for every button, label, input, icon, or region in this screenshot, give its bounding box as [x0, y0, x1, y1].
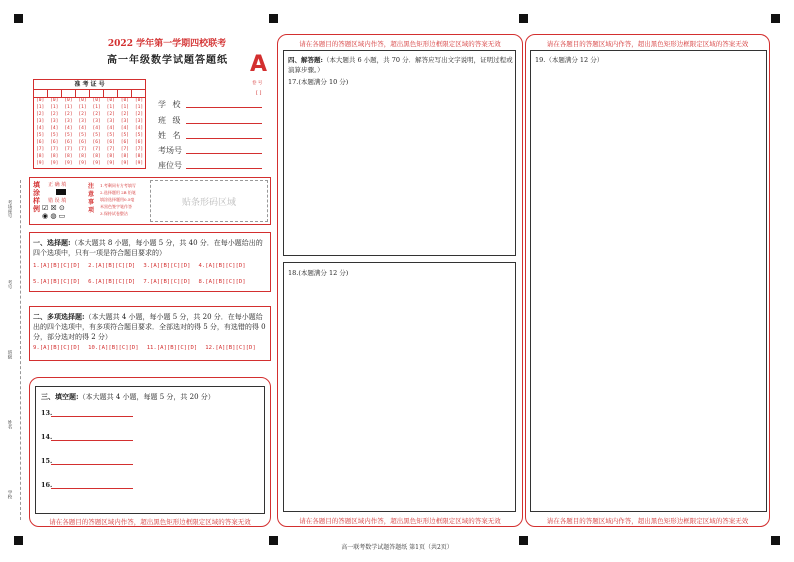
digit-bubble[interactable]: [7]: [36, 147, 45, 152]
q14-label: 14.: [41, 433, 53, 441]
digit-bubble[interactable]: [5]: [120, 133, 130, 138]
notice-title: 注意事项: [88, 183, 95, 214]
digit-bubble[interactable]: [4]: [106, 126, 115, 131]
digit-bubble[interactable]: [9]: [78, 161, 87, 166]
digit-bubble[interactable]: [5]: [78, 133, 87, 138]
school-label: 学 校: [158, 100, 183, 109]
digit-bubble[interactable]: [5]: [106, 133, 115, 138]
digit-bubble[interactable]: [6]: [50, 140, 59, 145]
name-field[interactable]: [186, 138, 262, 139]
digit-bubble[interactable]: [9]: [64, 161, 73, 166]
q13-answer[interactable]: [51, 416, 133, 417]
digit-bubble[interactable]: [2]: [78, 112, 87, 117]
version-letter: A: [250, 52, 268, 77]
q15-label: 15.: [41, 457, 53, 465]
seat-label: 座位号: [158, 161, 182, 170]
digit-bubble[interactable]: [1]: [64, 105, 73, 110]
digit-bubble[interactable]: [5]: [64, 133, 73, 138]
choice-row-2[interactable]: 5.[A][B][C][D] 6.[A][B][C][D] 7.[A][B][C][D] 8.[A][B][C][D]: [33, 279, 246, 285]
digit-bubble[interactable]: [9]: [92, 161, 101, 166]
digit-bubble[interactable]: [3]: [64, 119, 73, 124]
digit-bubble[interactable]: [7]: [134, 147, 144, 152]
digit-bubble[interactable]: [2]: [36, 112, 45, 117]
wrong-fill-label: 错 误 填: [48, 198, 67, 204]
section2-desc: （本大题共 4 小题，每小题 5 分，共 20 分．在每小题给出的四个选项中，有多项符合题目要求．全部选对的得 5 分，有选错的得 0 分，部分选对的得 2 分）: [33, 313, 266, 341]
digit-bubble[interactable]: [4]: [134, 126, 144, 131]
exam-room-label: 考场号: [158, 146, 182, 155]
section4-desc: （本大题共 6 小题，共 70 分．解答应写出文字说明，证明过程或演算步骤。）: [288, 56, 513, 74]
q16-label: 16.: [41, 481, 53, 489]
sheet-title: 高一年级数学试题答题纸: [107, 55, 228, 66]
wrong-fill-samples: ☑ ☒ ⊙ ◉ ◍ ▭: [42, 204, 66, 220]
q17-label: 17.(本题满分 10 分): [288, 78, 349, 86]
fill-sample-block: [29, 177, 271, 225]
digit-bubble[interactable]: [8]: [50, 154, 59, 159]
digit-bubble[interactable]: [1]: [106, 105, 115, 110]
notice-right-top: 请在各题目的答题区域内作答，超出黑色矩形边框限定区域的答案无效: [546, 40, 749, 48]
digit-bubble[interactable]: [8]: [64, 154, 73, 159]
q16-answer[interactable]: [51, 488, 133, 489]
digit-bubble[interactable]: [9]: [120, 161, 130, 166]
digit-bubble[interactable]: [9]: [36, 161, 45, 166]
digit-bubble[interactable]: [1]: [78, 105, 87, 110]
digit-bubble[interactable]: [1]: [50, 105, 59, 110]
digit-bubble[interactable]: [9]: [106, 161, 115, 166]
fill-in-box: [35, 386, 265, 514]
digit-bubble[interactable]: [8]: [106, 154, 115, 159]
digit-bubble[interactable]: [3]: [134, 119, 144, 124]
section4-title: 四、解答题:: [288, 56, 323, 64]
corner-mark-top-right: [771, 14, 780, 23]
digit-bubble[interactable]: [5]: [36, 133, 45, 138]
digit-bubble[interactable]: [7]: [78, 147, 87, 152]
digit-bubble[interactable]: [7]: [106, 147, 115, 152]
section-multi-choice: [29, 306, 271, 361]
digit-bubble[interactable]: [4]: [64, 126, 73, 131]
section3-title: 三、填空题:: [41, 392, 79, 401]
binding-line: [20, 180, 21, 520]
q13-label: 13.: [41, 409, 53, 417]
digit-bubble[interactable]: [0]: [106, 98, 115, 103]
side-label-id: 考号: [7, 280, 12, 289]
digit-bubble[interactable]: [8]: [92, 154, 101, 159]
admission-number-grid: [33, 79, 146, 169]
notice-middle-top: 请在各题目的答题区域内作答，超出黑色矩形边框限定区域的答案无效: [299, 40, 501, 48]
digit-bubble[interactable]: [0]: [50, 98, 59, 103]
digit-bubble[interactable]: [1]: [134, 105, 144, 110]
q19-label: 19.（本题满分 12 分）: [535, 56, 604, 64]
middle-panel: [277, 34, 523, 527]
q14-answer[interactable]: [51, 440, 133, 441]
choice-row-1[interactable]: 1.[A][B][C][D] 2.[A][B][C][D] 3.[A][B][C][D] 4.[A][B][C][D]: [33, 263, 246, 269]
digit-bubble[interactable]: [6]: [78, 140, 87, 145]
section1-desc: （本大题共 8 小题，每小题 5 分，共 40 分．在每小题给出的四个选项中，只有一项是符合题目要求的）: [33, 239, 263, 257]
digit-bubble[interactable]: [5]: [92, 133, 101, 138]
barcode-label: 贴条形码区域: [181, 197, 236, 208]
digit-bubble[interactable]: [0]: [92, 98, 101, 103]
digit-bubble[interactable]: [3]: [120, 119, 130, 124]
digit-bubble[interactable]: [8]: [78, 154, 87, 159]
corner-mark-top-left: [14, 14, 23, 23]
q17-box[interactable]: [283, 50, 516, 256]
digit-bubble[interactable]: [6]: [120, 140, 130, 145]
corner-mark-right-mid: [519, 14, 528, 23]
digit-bubble[interactable]: [3]: [36, 119, 45, 124]
digit-bubble[interactable]: [6]: [92, 140, 101, 145]
q19-box[interactable]: [530, 50, 767, 512]
section-single-choice: [29, 232, 271, 292]
digit-bubble[interactable]: [2]: [92, 112, 101, 117]
q18-box[interactable]: [283, 262, 516, 512]
fill-sample-title: 填涂样例: [33, 180, 40, 213]
digit-bubble[interactable]: [0]: [78, 98, 87, 103]
digit-bubbles[interactable]: [34, 98, 145, 168]
fill-in-panel: [29, 377, 271, 527]
name-label: 姓 名: [158, 131, 183, 140]
admission-title: 准 考 证 号: [34, 80, 145, 90]
version-box: [ ]: [256, 90, 262, 96]
exam-room-field[interactable]: [186, 153, 262, 154]
digit-bubble[interactable]: [3]: [78, 119, 87, 124]
digit-bubble[interactable]: [3]: [92, 119, 101, 124]
digit-bubble[interactable]: [5]: [50, 133, 59, 138]
section3-desc: （本大题共 4 小题，每题 5 分，共 20 分）: [78, 393, 215, 401]
q15-answer[interactable]: [51, 464, 133, 465]
exam-title: 2022 学年第一学期四校联考: [107, 39, 227, 49]
digit-bubble[interactable]: [7]: [50, 147, 59, 152]
q18-label: 18.(本题满分 12 分): [288, 269, 349, 277]
notice-list: 1.考剩同专方考填写 2.选择题用 2B 铅笔 填涂选择题用0.5毫 米黑色签字笔作答 3.保持试卷整洁: [100, 183, 136, 216]
school-field[interactable]: [186, 107, 262, 108]
digit-bubble[interactable]: [7]: [120, 147, 130, 152]
digit-bubble[interactable]: [2]: [64, 112, 73, 117]
section2-title: 二、多项选择题:: [33, 312, 85, 321]
barcode-area: [150, 180, 268, 222]
digit-bubble[interactable]: [6]: [64, 140, 73, 145]
digit-bubble[interactable]: [0]: [120, 98, 130, 103]
correct-fill-label: 正 确 填: [48, 182, 67, 188]
digit-bubble[interactable]: [1]: [120, 105, 130, 110]
digit-bubble[interactable]: [4]: [36, 126, 45, 131]
side-label-class: 班级: [7, 350, 12, 359]
side-label-seat: 考场座号: [7, 200, 12, 218]
correct-fill-sample: [56, 189, 66, 195]
notice-right-bottom: 请在各题目的答题区域内作答，超出黑色矩形边框限定区域的答案无效: [546, 517, 749, 525]
digit-bubble[interactable]: [7]: [92, 147, 101, 152]
digit-bubble[interactable]: [1]: [92, 105, 101, 110]
digit-bubble[interactable]: [3]: [106, 119, 115, 124]
right-panel: [525, 34, 770, 527]
digit-bubble[interactable]: [6]: [106, 140, 115, 145]
class-field[interactable]: [186, 123, 262, 124]
digit-bubble[interactable]: [0]: [134, 98, 144, 103]
digit-bubble[interactable]: [4]: [92, 126, 101, 131]
digit-bubble[interactable]: [4]: [120, 126, 130, 131]
notice-left-bottom: 请在各题目的答题区域内作答，超出黑色矩形边框限定区域的答案无效: [49, 518, 251, 526]
digit-bubble[interactable]: [9]: [134, 161, 144, 166]
digit-bubble[interactable]: [0]: [36, 98, 45, 103]
digit-bubble[interactable]: [2]: [50, 112, 59, 117]
digit-bubble[interactable]: [6]: [36, 140, 45, 145]
digit-bubble[interactable]: [0]: [64, 98, 73, 103]
digit-bubble[interactable]: [8]: [120, 154, 130, 159]
digit-bubble[interactable]: [2]: [134, 112, 144, 117]
page-footer: 高一联考数学试题答题纸 第1页（共2页）: [341, 544, 453, 551]
digit-bubble[interactable]: [8]: [36, 154, 45, 159]
digit-bubble[interactable]: [9]: [50, 161, 59, 166]
digit-bubble[interactable]: [4]: [50, 126, 59, 131]
section1-title: 一、选择题:: [33, 238, 71, 247]
class-label: 班 级: [158, 116, 183, 125]
digit-bubble[interactable]: [4]: [78, 126, 87, 131]
side-label-name: 姓名: [7, 420, 12, 429]
digit-bubble[interactable]: [3]: [50, 119, 59, 124]
digit-bubble[interactable]: [2]: [120, 112, 130, 117]
digit-bubble[interactable]: [2]: [106, 112, 115, 117]
version-label: 卷 号: [252, 81, 263, 86]
digit-bubble[interactable]: [1]: [36, 105, 45, 110]
digit-bubble[interactable]: [6]: [134, 140, 144, 145]
digit-bubble[interactable]: [8]: [134, 154, 144, 159]
digit-bubble[interactable]: [7]: [64, 147, 73, 152]
digit-bubble[interactable]: [5]: [134, 133, 144, 138]
notice-middle-bottom: 请在各题目的答题区域内作答，超出黑色矩形边框限定区域的答案无效: [299, 517, 501, 525]
seat-field[interactable]: [186, 168, 262, 169]
side-label-school: 学校: [7, 490, 12, 499]
choice-row-3[interactable]: 9.[A][B][C][D] 10.[A][B][C][D] 11.[A][B][C][D] 12.[A][B][C][D]: [33, 345, 256, 351]
corner-mark-top-center: [269, 14, 278, 23]
